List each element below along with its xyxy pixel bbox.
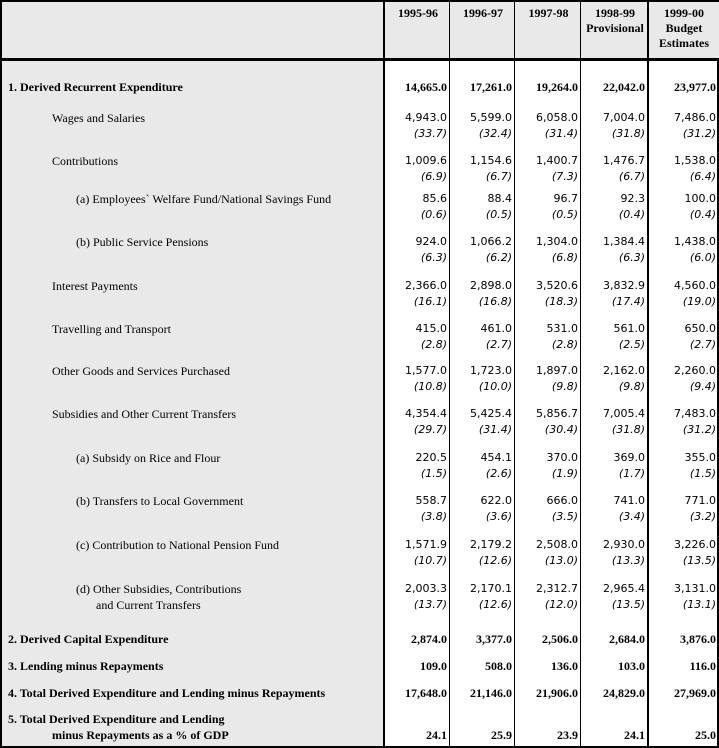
cell-value: 415.0 bbox=[415, 322, 447, 335]
cell-value: 4,560.0 bbox=[674, 279, 716, 292]
row-label-line: Other Goods and Services Purchased bbox=[52, 364, 230, 378]
cell-percent-share: (13.7) bbox=[413, 598, 447, 611]
cell-percent-share: (6.7) bbox=[485, 170, 512, 183]
cell-value: 2,260.0 bbox=[674, 364, 716, 377]
cell-value: 2,366.0 bbox=[405, 279, 447, 292]
cell-percent-share: (0.5) bbox=[485, 208, 512, 221]
cell-value: 7,486.0 bbox=[674, 111, 716, 124]
cell-percent-share: (10.0) bbox=[478, 380, 512, 393]
cell-value: 1,723.0 bbox=[470, 364, 512, 377]
row-label bbox=[76, 234, 208, 250]
row-label-line: minus Repayments as a % of GDP bbox=[52, 728, 229, 742]
row-label bbox=[52, 406, 236, 422]
row-label bbox=[52, 110, 145, 126]
row-label-line: Interest Payments bbox=[52, 279, 138, 293]
cell-value: 508.0 bbox=[485, 659, 512, 673]
cell-percent-share: (2.7) bbox=[485, 338, 512, 351]
row-label-line: 5. Total Derived Expenditure and Lending bbox=[8, 712, 225, 726]
row-label bbox=[76, 581, 241, 613]
cell-value: 21,146.0 bbox=[470, 686, 512, 700]
cell-percent-share: (17.4) bbox=[611, 295, 645, 308]
cell-value: 531.0 bbox=[546, 322, 578, 335]
cell-value: 1,571.9 bbox=[405, 538, 447, 551]
row-label bbox=[8, 658, 163, 674]
cell-percent-share: (7.3) bbox=[551, 170, 578, 183]
cell-percent-share: (16.1) bbox=[413, 295, 447, 308]
row-label bbox=[52, 321, 171, 337]
cell-value: 24.1 bbox=[426, 728, 447, 742]
cell-percent-share: (31.8) bbox=[611, 127, 645, 140]
cell-value: 622.0 bbox=[480, 494, 512, 507]
cell-percent-share: (19.0) bbox=[682, 295, 716, 308]
row-label-line: 2. Derived Capital Expenditure bbox=[8, 632, 169, 646]
cell-percent-share: (13.5) bbox=[611, 598, 645, 611]
cell-value: 88.4 bbox=[487, 192, 512, 205]
cell-value: 85.6 bbox=[422, 192, 447, 205]
row-label-line: (b) Public Service Pensions bbox=[76, 235, 209, 249]
cell-value: 5,599.0 bbox=[470, 111, 512, 124]
cell-percent-share: (31.4) bbox=[478, 423, 512, 436]
cell-value: 3,832.9 bbox=[603, 279, 645, 292]
cell-value: 2,874.0 bbox=[411, 632, 447, 646]
cell-percent-share: (29.7) bbox=[413, 423, 447, 436]
cell-percent-share: (6.9) bbox=[420, 170, 447, 183]
cell-percent-share: (0.5) bbox=[551, 208, 578, 221]
row-label-line: (d) Other Subsidies, Contributions bbox=[76, 582, 242, 596]
row-label-line: and Current Transfers bbox=[96, 598, 201, 612]
cell-percent-share: (9.8) bbox=[551, 380, 578, 393]
cell-value: 2,170.1 bbox=[470, 582, 512, 595]
cell-value: 1,066.2 bbox=[470, 235, 512, 248]
cell-percent-share: (16.8) bbox=[478, 295, 512, 308]
cell-value: 650.0 bbox=[684, 322, 716, 335]
cell-value: 21,906.0 bbox=[536, 686, 578, 700]
cell-value: 454.1 bbox=[480, 451, 512, 464]
cell-percent-share: (13.0) bbox=[544, 554, 578, 567]
cell-value: 461.0 bbox=[480, 322, 512, 335]
cell-percent-share: (0.4) bbox=[689, 208, 716, 221]
cell-percent-share: (12.6) bbox=[478, 598, 512, 611]
cell-percent-share: (31.8) bbox=[611, 423, 645, 436]
cell-percent-share: (0.6) bbox=[420, 208, 447, 221]
row-label bbox=[52, 363, 230, 379]
cell-value: 27,969.0 bbox=[674, 686, 716, 700]
row-label bbox=[8, 631, 168, 647]
cell-value: 100.0 bbox=[684, 192, 716, 205]
cell-value: 7,005.4 bbox=[603, 407, 645, 420]
cell-value: 1,304.0 bbox=[536, 235, 578, 248]
cell-percent-share: (3.8) bbox=[420, 510, 447, 523]
cell-percent-share: (3.6) bbox=[485, 510, 512, 523]
cell-percent-share: (33.7) bbox=[413, 127, 447, 140]
cell-percent-share: (9.4) bbox=[689, 380, 716, 393]
cell-percent-share: (3.5) bbox=[551, 510, 578, 523]
row-label-line: (a) Employees` Welfare Fund/National Savings Fund bbox=[76, 192, 332, 206]
cell-percent-share: (1.5) bbox=[420, 467, 447, 480]
cell-value: 2,506.0 bbox=[542, 632, 578, 646]
cell-value: 1,577.0 bbox=[405, 364, 447, 377]
cell-value: 5,425.4 bbox=[470, 407, 512, 420]
cell-value: 19,264.0 bbox=[536, 80, 578, 94]
column-header-1998-99: 1998-99 Provisional bbox=[586, 6, 644, 35]
row-label-line: Travelling and Transport bbox=[52, 322, 171, 336]
cell-percent-share: (2.8) bbox=[551, 338, 578, 351]
cell-value: 6,058.0 bbox=[536, 111, 578, 124]
cell-value: 2,162.0 bbox=[603, 364, 645, 377]
cell-percent-share: (2.7) bbox=[689, 338, 716, 351]
cell-value: 1,897.0 bbox=[536, 364, 578, 377]
row-label bbox=[52, 153, 118, 169]
row-label-line: (c) Contribution to National Pension Fund bbox=[76, 538, 279, 552]
header-divider bbox=[2, 58, 717, 61]
cell-value: 17,648.0 bbox=[405, 686, 447, 700]
cell-value: 5,856.7 bbox=[536, 407, 578, 420]
cell-percent-share: (1.7) bbox=[618, 467, 645, 480]
row-label bbox=[76, 450, 220, 466]
row-label-line: Subsidies and Other Current Transfers bbox=[52, 407, 236, 421]
cell-value: 24.1 bbox=[624, 728, 645, 742]
cell-value: 2,930.0 bbox=[603, 538, 645, 551]
cell-percent-share: (6.4) bbox=[689, 170, 716, 183]
cell-value: 4,943.0 bbox=[405, 111, 447, 124]
cell-percent-share: (30.4) bbox=[544, 423, 578, 436]
column-header-1999-00: 1999-00 Budget Estimates bbox=[659, 6, 709, 50]
cell-percent-share: (1.5) bbox=[689, 467, 716, 480]
row-label bbox=[76, 493, 243, 509]
cell-value: 14,665.0 bbox=[405, 80, 447, 94]
row-label bbox=[8, 685, 325, 701]
cell-value: 25.0 bbox=[695, 728, 716, 742]
row-label-line: 1. Derived Recurrent Expenditure bbox=[8, 80, 183, 94]
cell-value: 2,898.0 bbox=[470, 279, 512, 292]
cell-value: 1,476.7 bbox=[603, 154, 645, 167]
cell-value: 561.0 bbox=[613, 322, 645, 335]
cell-percent-share: (32.4) bbox=[478, 127, 512, 140]
cell-value: 1,154.6 bbox=[470, 154, 512, 167]
cell-percent-share: (18.3) bbox=[544, 295, 578, 308]
row-label-line: 3. Lending minus Repayments bbox=[8, 659, 164, 673]
cell-value: 771.0 bbox=[684, 494, 716, 507]
column-divider bbox=[647, 2, 649, 746]
cell-value: 666.0 bbox=[546, 494, 578, 507]
cell-percent-share: (6.3) bbox=[618, 251, 645, 264]
cell-value: 370.0 bbox=[546, 451, 578, 464]
cell-value: 136.0 bbox=[551, 659, 578, 673]
cell-value: 3,131.0 bbox=[674, 582, 716, 595]
cell-value: 2,508.0 bbox=[536, 538, 578, 551]
row-label-line: Wages and Salaries bbox=[52, 111, 145, 125]
cell-percent-share: (0.4) bbox=[618, 208, 645, 221]
cell-percent-share: (2.5) bbox=[618, 338, 645, 351]
cell-value: 17,261.0 bbox=[470, 80, 512, 94]
column-header-1997-98: 1997-98 bbox=[528, 6, 569, 20]
row-label-line: (b) Transfers to Local Government bbox=[76, 494, 244, 508]
cell-percent-share: (10.8) bbox=[413, 380, 447, 393]
row-label bbox=[76, 191, 331, 207]
cell-value: 924.0 bbox=[415, 235, 447, 248]
cell-percent-share: (31.2) bbox=[682, 423, 716, 436]
cell-percent-share: (6.7) bbox=[618, 170, 645, 183]
cell-percent-share: (6.0) bbox=[689, 251, 716, 264]
cell-value: 2,179.2 bbox=[470, 538, 512, 551]
cell-percent-share: (2.6) bbox=[485, 467, 512, 480]
column-header-1995-96: 1995-96 bbox=[398, 6, 438, 20]
cell-value: 103.0 bbox=[618, 659, 645, 673]
cell-percent-share: (13.1) bbox=[682, 598, 716, 611]
cell-value: 116.0 bbox=[689, 659, 716, 673]
cell-percent-share: (12.6) bbox=[478, 554, 512, 567]
cell-value: 220.5 bbox=[415, 451, 447, 464]
cell-percent-share: (2.8) bbox=[420, 338, 447, 351]
cell-value: 2,965.4 bbox=[603, 582, 645, 595]
cell-value: 3,377.0 bbox=[476, 632, 512, 646]
cell-percent-share: (6.8) bbox=[551, 251, 578, 264]
cell-value: 1,438.0 bbox=[674, 235, 716, 248]
cell-value: 92.3 bbox=[620, 192, 645, 205]
cell-percent-share: (3.4) bbox=[618, 510, 645, 523]
cell-value: 7,483.0 bbox=[674, 407, 716, 420]
row-label bbox=[76, 537, 279, 553]
cell-value: 3,876.0 bbox=[680, 632, 716, 646]
column-header-1996-97: 1996-97 bbox=[463, 6, 503, 20]
cell-value: 369.0 bbox=[613, 451, 645, 464]
cell-percent-share: (6.3) bbox=[420, 251, 447, 264]
cell-value: 24,829.0 bbox=[603, 686, 645, 700]
cell-value: 22,042.0 bbox=[603, 80, 645, 94]
row-label bbox=[8, 711, 229, 743]
cell-value: 1,400.7 bbox=[536, 154, 578, 167]
row-label-line: (a) Subsidy on Rice and Flour bbox=[76, 451, 221, 465]
cell-percent-share: (13.3) bbox=[611, 554, 645, 567]
cell-value: 1,009.6 bbox=[405, 154, 447, 167]
cell-value: 109.0 bbox=[420, 659, 447, 673]
cell-value: 23,977.0 bbox=[674, 80, 716, 94]
cell-value: 96.7 bbox=[553, 192, 578, 205]
cell-percent-share: (13.5) bbox=[682, 554, 716, 567]
cell-percent-share: (31.2) bbox=[682, 127, 716, 140]
cell-value: 558.7 bbox=[415, 494, 447, 507]
cell-percent-share: (12.0) bbox=[544, 598, 578, 611]
cell-value: 4,354.4 bbox=[405, 407, 447, 420]
row-label-line: Contributions bbox=[52, 154, 119, 168]
cell-percent-share: (3.2) bbox=[689, 510, 716, 523]
row-label bbox=[52, 278, 138, 294]
cell-value: 7,004.0 bbox=[603, 111, 645, 124]
row-label-line: 4. Total Derived Expenditure and Lending minus Repayments bbox=[8, 686, 326, 700]
cell-percent-share: (9.8) bbox=[618, 380, 645, 393]
cell-value: 1,538.0 bbox=[674, 154, 716, 167]
cell-value: 741.0 bbox=[613, 494, 645, 507]
cell-value: 23.9 bbox=[557, 728, 578, 742]
cell-percent-share: (10.7) bbox=[413, 554, 447, 567]
cell-value: 355.0 bbox=[684, 451, 716, 464]
cell-value: 25.9 bbox=[491, 728, 512, 742]
row-label bbox=[8, 79, 183, 95]
cell-value: 1,384.4 bbox=[603, 235, 645, 248]
cell-value: 2,312.7 bbox=[536, 582, 578, 595]
cell-value: 3,520.6 bbox=[536, 279, 578, 292]
cell-value: 2,003.3 bbox=[405, 582, 447, 595]
cell-value: 3,226.0 bbox=[674, 538, 716, 551]
cell-value: 2,684.0 bbox=[609, 632, 645, 646]
cell-percent-share: (1.9) bbox=[551, 467, 578, 480]
cell-percent-share: (31.4) bbox=[544, 127, 578, 140]
cell-percent-share: (6.2) bbox=[485, 251, 512, 264]
